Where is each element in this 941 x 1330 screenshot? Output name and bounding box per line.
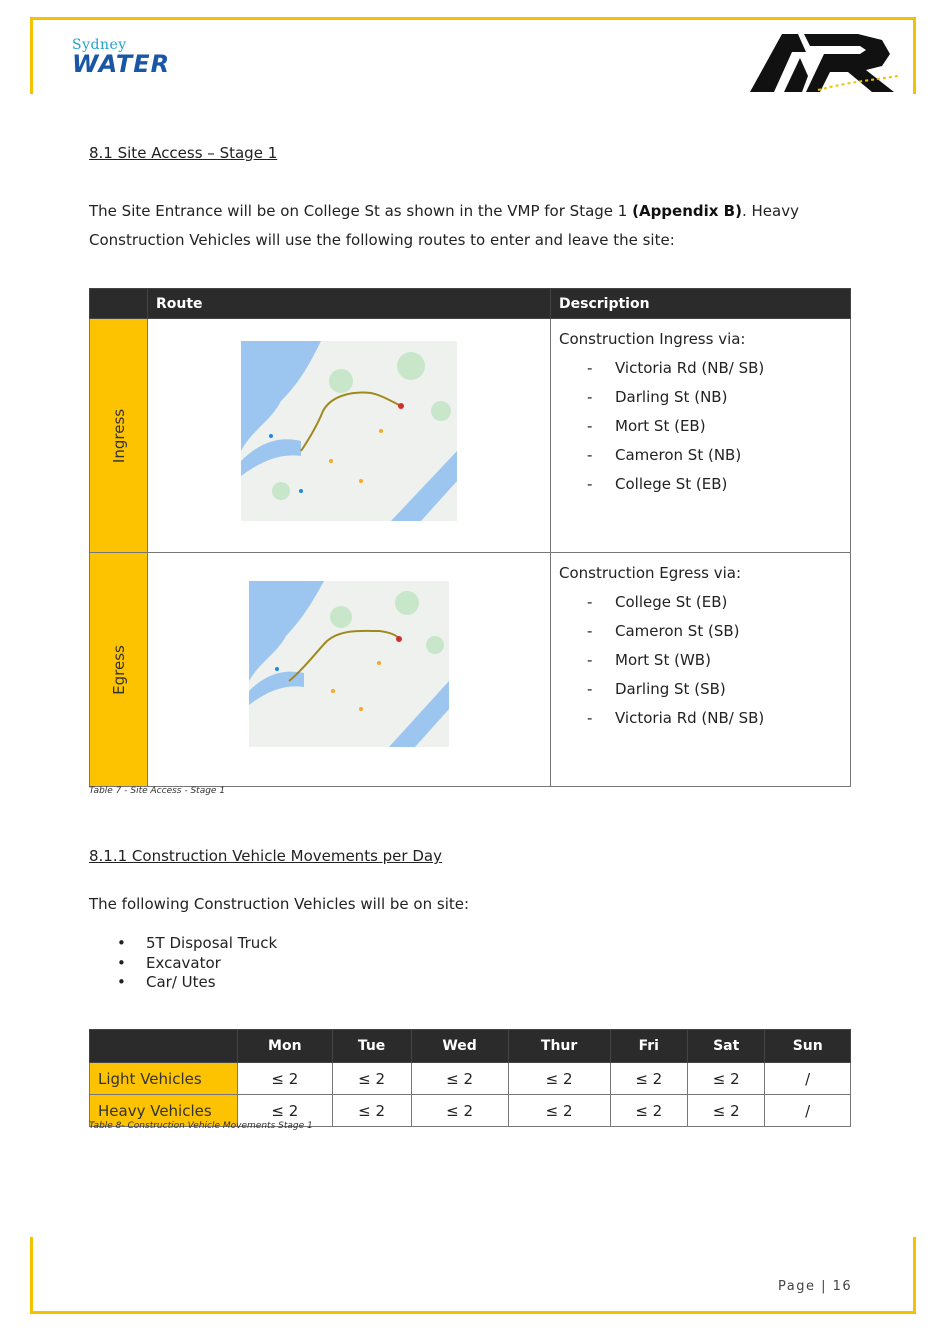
footer-frame (30, 1237, 916, 1314)
table-caption-8: Table 8- Construction Vehicle Movements Stage 1 (89, 1121, 313, 1131)
table-cell: ≤ 2 (610, 1063, 687, 1095)
table-cell: / (765, 1063, 851, 1095)
table-row (90, 1063, 851, 1095)
list-item: - College St (EB) (587, 475, 728, 493)
route-map-ingress (241, 341, 457, 521)
route-map-egress (249, 581, 449, 747)
header-sat: Sat (688, 1030, 765, 1063)
list-item: • Excavator (117, 953, 221, 972)
list-item: - Cameron St (SB) (587, 622, 740, 640)
header-sun: Sun (765, 1030, 851, 1063)
table-cell: ≤ 2 (610, 1095, 687, 1127)
vehicle-list (117, 934, 277, 993)
description-title-egress: Construction Egress via: (559, 564, 742, 582)
section-heading: 8.1 Site Access – Stage 1 (89, 144, 278, 162)
table-row-egress (90, 553, 851, 787)
header-description: Description (551, 289, 851, 319)
table-cell: ≤ 2 (411, 1095, 508, 1127)
list-item: - College St (EB) (587, 593, 728, 611)
route-list-egress (559, 588, 842, 733)
table-cell: ≤ 2 (238, 1095, 333, 1127)
header-side (90, 289, 148, 319)
header-thur: Thur (508, 1030, 610, 1063)
header-blank (90, 1030, 238, 1063)
row-label-egress: Egress (90, 553, 148, 787)
table-cell: ≤ 2 (238, 1063, 333, 1095)
table-header-row (90, 1030, 851, 1063)
route-map-cell-egress (148, 553, 551, 787)
header-route: Route (148, 289, 551, 319)
table-row-ingress (90, 319, 851, 553)
list-item: - Darling St (NB) (587, 388, 728, 406)
sydney-water-logo (72, 37, 170, 78)
table-cell: / (765, 1095, 851, 1127)
row-label-ingress: Ingress (90, 319, 148, 553)
header-fri: Fri (610, 1030, 687, 1063)
logo-sydney-text: Sydney (72, 37, 127, 53)
header-wed: Wed (411, 1030, 508, 1063)
intro-text-after: . Heavy Construction Vehicles will use the following routes to enter and leave the site: (89, 202, 799, 249)
intro-paragraph (89, 197, 839, 255)
list-item: - Mort St (WB) (587, 651, 711, 669)
description-title-ingress: Construction Ingress via: (559, 330, 746, 348)
list-item: - Cameron St (NB) (587, 446, 742, 464)
list-item: - Victoria Rd (NB/ SB) (587, 709, 765, 727)
table-cell: ≤ 2 (688, 1063, 765, 1095)
table-cell: ≤ 2 (508, 1095, 610, 1127)
table-cell: ≤ 2 (332, 1095, 411, 1127)
vehicle-movements-table (89, 1029, 851, 1127)
table-caption-7: Table 7 - Site Access - Stage 1 (89, 786, 226, 796)
list-item: - Mort St (EB) (587, 417, 706, 435)
route-map-cell-ingress (148, 319, 551, 553)
site-access-table (89, 288, 851, 787)
row-label-heavy: Heavy Vehicles (90, 1095, 238, 1127)
list-item: • 5T Disposal Truck (117, 934, 278, 952)
description-cell-egress (551, 553, 851, 787)
table-cell: ≤ 2 (411, 1063, 508, 1095)
route-list-ingress (559, 354, 842, 499)
list-item: - Victoria Rd (NB/ SB) (587, 359, 765, 377)
header-tue: Tue (332, 1030, 411, 1063)
table-cell: ≤ 2 (332, 1063, 411, 1095)
header-mon: Mon (238, 1030, 333, 1063)
list-item: • Car/ Utes (117, 973, 216, 991)
intro-bold: (Appendix B) (632, 202, 742, 220)
page-number: Page | 16 (778, 1279, 853, 1294)
subsection-heading: 8.1.1 Construction Vehicle Movements per Day (89, 847, 442, 865)
logo-water-text: WATER (72, 50, 171, 78)
table-cell: ≤ 2 (688, 1095, 765, 1127)
ar-logo (748, 30, 898, 100)
description-cell-ingress (551, 319, 851, 553)
table-header-row (90, 289, 851, 319)
list-item: - Darling St (SB) (587, 680, 726, 698)
intro-text-before: The Site Entrance will be on College St as shown in the VMP for Stage 1 (89, 202, 633, 220)
vehicles-intro: The following Construction Vehicles will be on site: (89, 895, 470, 913)
row-label-light: Light Vehicles (90, 1063, 238, 1095)
table-cell: ≤ 2 (508, 1063, 610, 1095)
